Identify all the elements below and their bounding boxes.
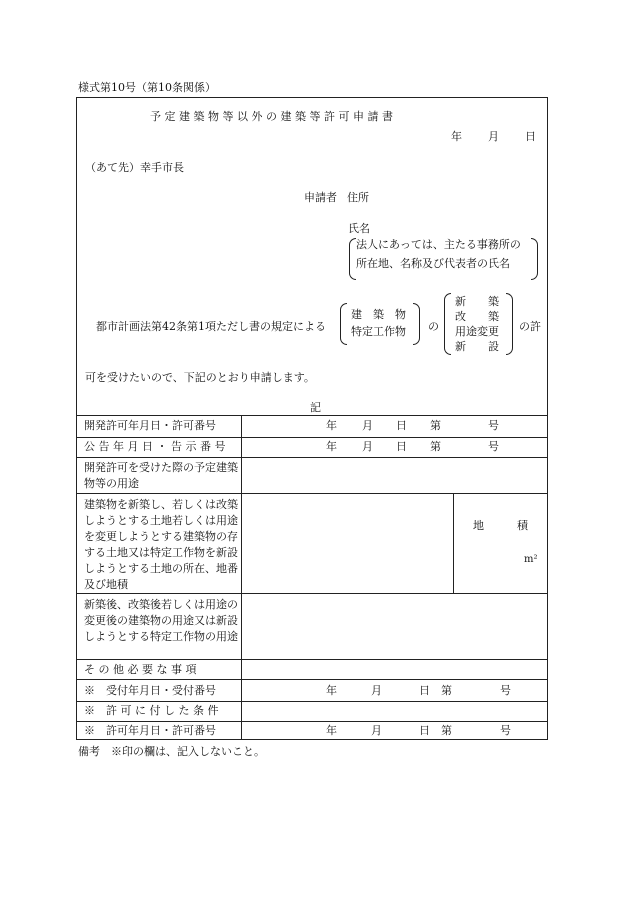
bracket-right bbox=[506, 293, 513, 355]
cell-go: 号 bbox=[488, 440, 499, 453]
cell-year: 年 bbox=[326, 684, 337, 697]
cell-month: 月 bbox=[371, 724, 382, 737]
action-new: 新 築 bbox=[455, 295, 499, 308]
applicant-label: 申請者 bbox=[304, 191, 337, 204]
cell-day: 日 bbox=[419, 724, 430, 737]
cell-year: 年 bbox=[326, 440, 337, 453]
table-rule bbox=[76, 679, 548, 680]
date-day: 日 bbox=[525, 130, 536, 143]
date-month: 月 bbox=[488, 130, 499, 143]
table-rule bbox=[76, 415, 548, 416]
cell-go: 号 bbox=[488, 419, 499, 432]
area-unit: m² bbox=[524, 554, 538, 565]
statement-particle: の bbox=[428, 320, 439, 333]
form-note: 備考 ※印の欄は、記入しないこと。 bbox=[78, 745, 265, 758]
corp-note-line2: 所在地、名称及び代表者の氏名 bbox=[356, 257, 510, 270]
table-rule bbox=[76, 721, 548, 722]
ki-mark: 記 bbox=[310, 401, 321, 414]
cell-year: 年 bbox=[326, 419, 337, 432]
chiseki-label: 地 積 bbox=[473, 519, 528, 532]
target-building: 建 築 物 bbox=[351, 308, 406, 321]
bracket-left bbox=[340, 303, 347, 345]
applicant-address-label: 住所 bbox=[347, 191, 369, 204]
form-title: 予 定 建 築 物 等 以 外 の 建 築 等 許 可 申 請 書 bbox=[150, 110, 393, 123]
row-label-yotei-yoto: 開発許可を受けた際の予定建築物等の用途 bbox=[84, 461, 238, 490]
addressee: （あて先）幸手市長 bbox=[85, 161, 184, 174]
cell-year: 年 bbox=[326, 724, 337, 737]
bracket-left bbox=[444, 293, 451, 355]
target-structure: 特定工作物 bbox=[351, 325, 406, 338]
action-install: 新 設 bbox=[455, 340, 499, 353]
table-rule bbox=[76, 457, 548, 458]
cell-day: 日 bbox=[396, 419, 407, 432]
table-rule bbox=[76, 659, 548, 660]
form-number: 様式第10号（第10条関係） bbox=[78, 81, 216, 94]
cell-month: 月 bbox=[371, 684, 382, 697]
action-rebuild: 改 築 bbox=[455, 310, 499, 323]
cell-go: 号 bbox=[500, 684, 511, 697]
row-label-kyoka: ※ 許可年月日・許可番号 bbox=[84, 724, 216, 737]
cell-dai: 第 bbox=[430, 440, 441, 453]
row-label-kokoku: 公 告 年 月 日 ・ 告 示 番 号 bbox=[84, 440, 226, 453]
row-label-kaihatsu-kyoka: 開発許可年月日・許可番号 bbox=[84, 419, 216, 432]
row-label-joken: ※ 許 可 に 付 し た 条 件 bbox=[84, 704, 219, 717]
corp-note-line1: 法人にあっては、主たる事務所の bbox=[356, 238, 521, 251]
row-label-sonota: そ の 他 必 要 な 事 項 bbox=[84, 663, 197, 676]
table-column-rule bbox=[241, 415, 242, 740]
cell-day: 日 bbox=[396, 440, 407, 453]
cell-dai: 第 bbox=[441, 724, 452, 737]
table-rule bbox=[76, 701, 548, 702]
cell-month: 月 bbox=[362, 440, 373, 453]
applicant-name-label: 氏名 bbox=[348, 222, 370, 235]
cell-month: 月 bbox=[362, 419, 373, 432]
cell-go: 号 bbox=[500, 724, 511, 737]
statement-suffix: の許 bbox=[519, 320, 541, 333]
bracket-right bbox=[413, 303, 420, 345]
statement-prefix: 都市計画法第42条第1項ただし書の規定による bbox=[96, 320, 326, 333]
row-label-uketsuke: ※ 受付年月日・受付番号 bbox=[84, 684, 216, 697]
bracket-right bbox=[531, 238, 538, 280]
row-label-yoto-after: 新築後、改築後若しくは用途の変更後の建築物の用途又は新設しようとする特定工作物の用途 bbox=[84, 598, 238, 643]
row-label-tochi: 建築物を新築し、若しくは改築しようとする土地若しくは用途を変更しようとする建築物の存する土地又は特定工作物を新設しようとする土地の所在、地番及び地積 bbox=[84, 498, 238, 591]
bracket-left bbox=[349, 238, 356, 280]
date-year: 年 bbox=[451, 130, 462, 143]
action-change-use: 用途変更 bbox=[455, 325, 499, 338]
cell-dai: 第 bbox=[430, 419, 441, 432]
table-column-rule bbox=[453, 493, 454, 593]
table-rule bbox=[76, 493, 548, 494]
statement-continuation: 可を受けたいので、下記のとおり申請します。 bbox=[85, 371, 315, 384]
cell-dai: 第 bbox=[441, 684, 452, 697]
table-rule bbox=[76, 593, 548, 594]
cell-day: 日 bbox=[419, 684, 430, 697]
table-rule bbox=[76, 437, 548, 438]
